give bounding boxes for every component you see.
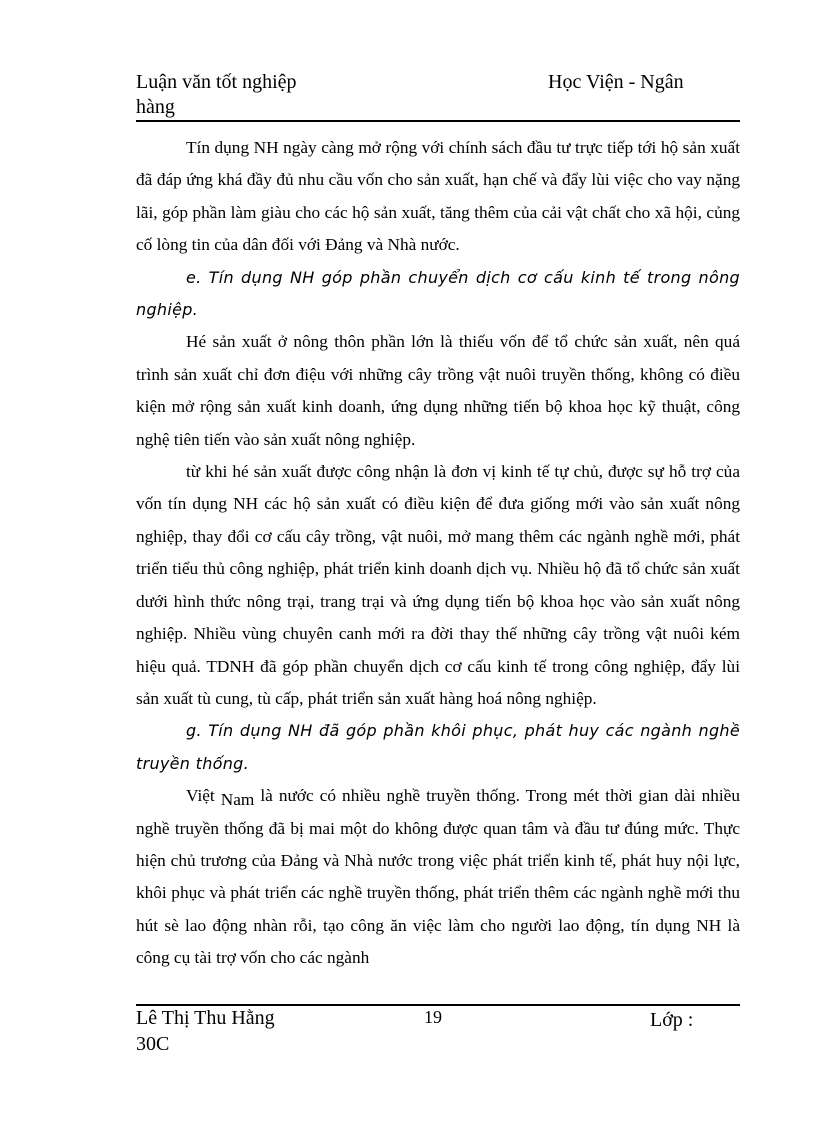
heading-section-g: g. Tín dụng NH đã góp phần khôi phục, phát huy các ngành nghề truyền thống. [136, 721, 740, 773]
header-institution-wrap: hàng [136, 96, 175, 118]
heading-section-e: e. Tín dụng NH góp phần chuyển dịch cơ cấu kinh tế trong nông nghiệp. [136, 267, 740, 320]
footer-page-number: 19 [424, 1007, 442, 1027]
paragraph-rest: là nước có nhiều nghề truyền thống. Trong mét thời gian dài nhiều nghề truyền thống đã bị mai một do không được quan tâm và đầu tư đúng mức. Thực hiện chủ trương của Đảng và Nhà nước trong việc phát triển kinh tế, phát huy nội lực, khôi phục và phát triển các nghề truyền thống, phát triển thêm các ngành nghề mới thu hút sè lao động nhàn rỗi, tạo công ăn việc làm cho người lao động, tín dụng NH là công cụ tài trợ vốn cho các ngành [136, 786, 740, 968]
footer-class-label: Lớp : [650, 1009, 694, 1031]
paragraph-traditional-crafts [136, 780, 740, 974]
paragraph-capital-shortage: Hé sản xuất ở nông thôn phần lớn là thiếu vốn để tổ chức sản xuất, nên quá trình sản xuất chỉ đơn điệu với những cây trồng vật nuôi truyền thống, không có điều kiện mở rộng sản xuất kinh doanh, ứng dụng những tiến bộ khoa học kỹ thuật, công nghệ tiên tiến vào sản xuất nông nghiệp. [136, 332, 740, 449]
header-rule [136, 120, 740, 122]
paragraph-raised-word: Nam [220, 790, 255, 810]
body-text [136, 132, 740, 975]
footer-author: Lê Thị Thu Hằng [136, 1007, 275, 1029]
paragraph-start: Việt [186, 786, 221, 806]
header-thesis-title: Luận văn tốt nghiệp [136, 71, 297, 93]
paragraph-household-autonomy: từ khi hé sản xuất được công nhận là đơn vị kinh tế tự chủ, được sự hỗ trợ của vốn tín dụng NH các hộ sản xuất có điều kiện để đưa giống mới vào sản xuất nông nghiệp, thay đổi cơ cấu cây trồng, vật nuôi, mở mang thêm các ngành nghề mới, phát triển tiểu thủ công nghiệp, phát triển kinh doanh dịch vụ. Nhiều hộ đã tổ chức sản xuất dưới hình thức nông trại, trang trại và ứng dụng tiến bộ khoa học vào sản xuất nông nghiệp. Nhiều vùng chuyên canh mới ra đời thay thế những cây trồng vật nuôi kém hiệu quả. TDNH đã góp phần chuyển dịch cơ cấu kinh tế trong công nghiệp, đẩy lùi sản xuất tù cung, tù cấp, phát triển sản xuất hàng hoá nông nghiệp. [136, 462, 740, 708]
header-institution: Học Viện - Ngân [548, 71, 684, 93]
paragraph-credit-expansion: Tín dụng NH ngày càng mở rộng với chính sách đầu tư trực tiếp tới hộ sản xuất đã đáp ứng khá đầy đủ nhu cầu vốn cho sản xuất, hạn chế và đẩy lùi việc cho vay nặng lãi, góp phần làm giàu cho các hộ sản xuất, tăng thêm của cải vật chất cho xã hội, củng cố lòng tin của dân đối với Đảng và Nhà nước. [136, 138, 740, 255]
footer-class-value: 30C [136, 1033, 170, 1055]
